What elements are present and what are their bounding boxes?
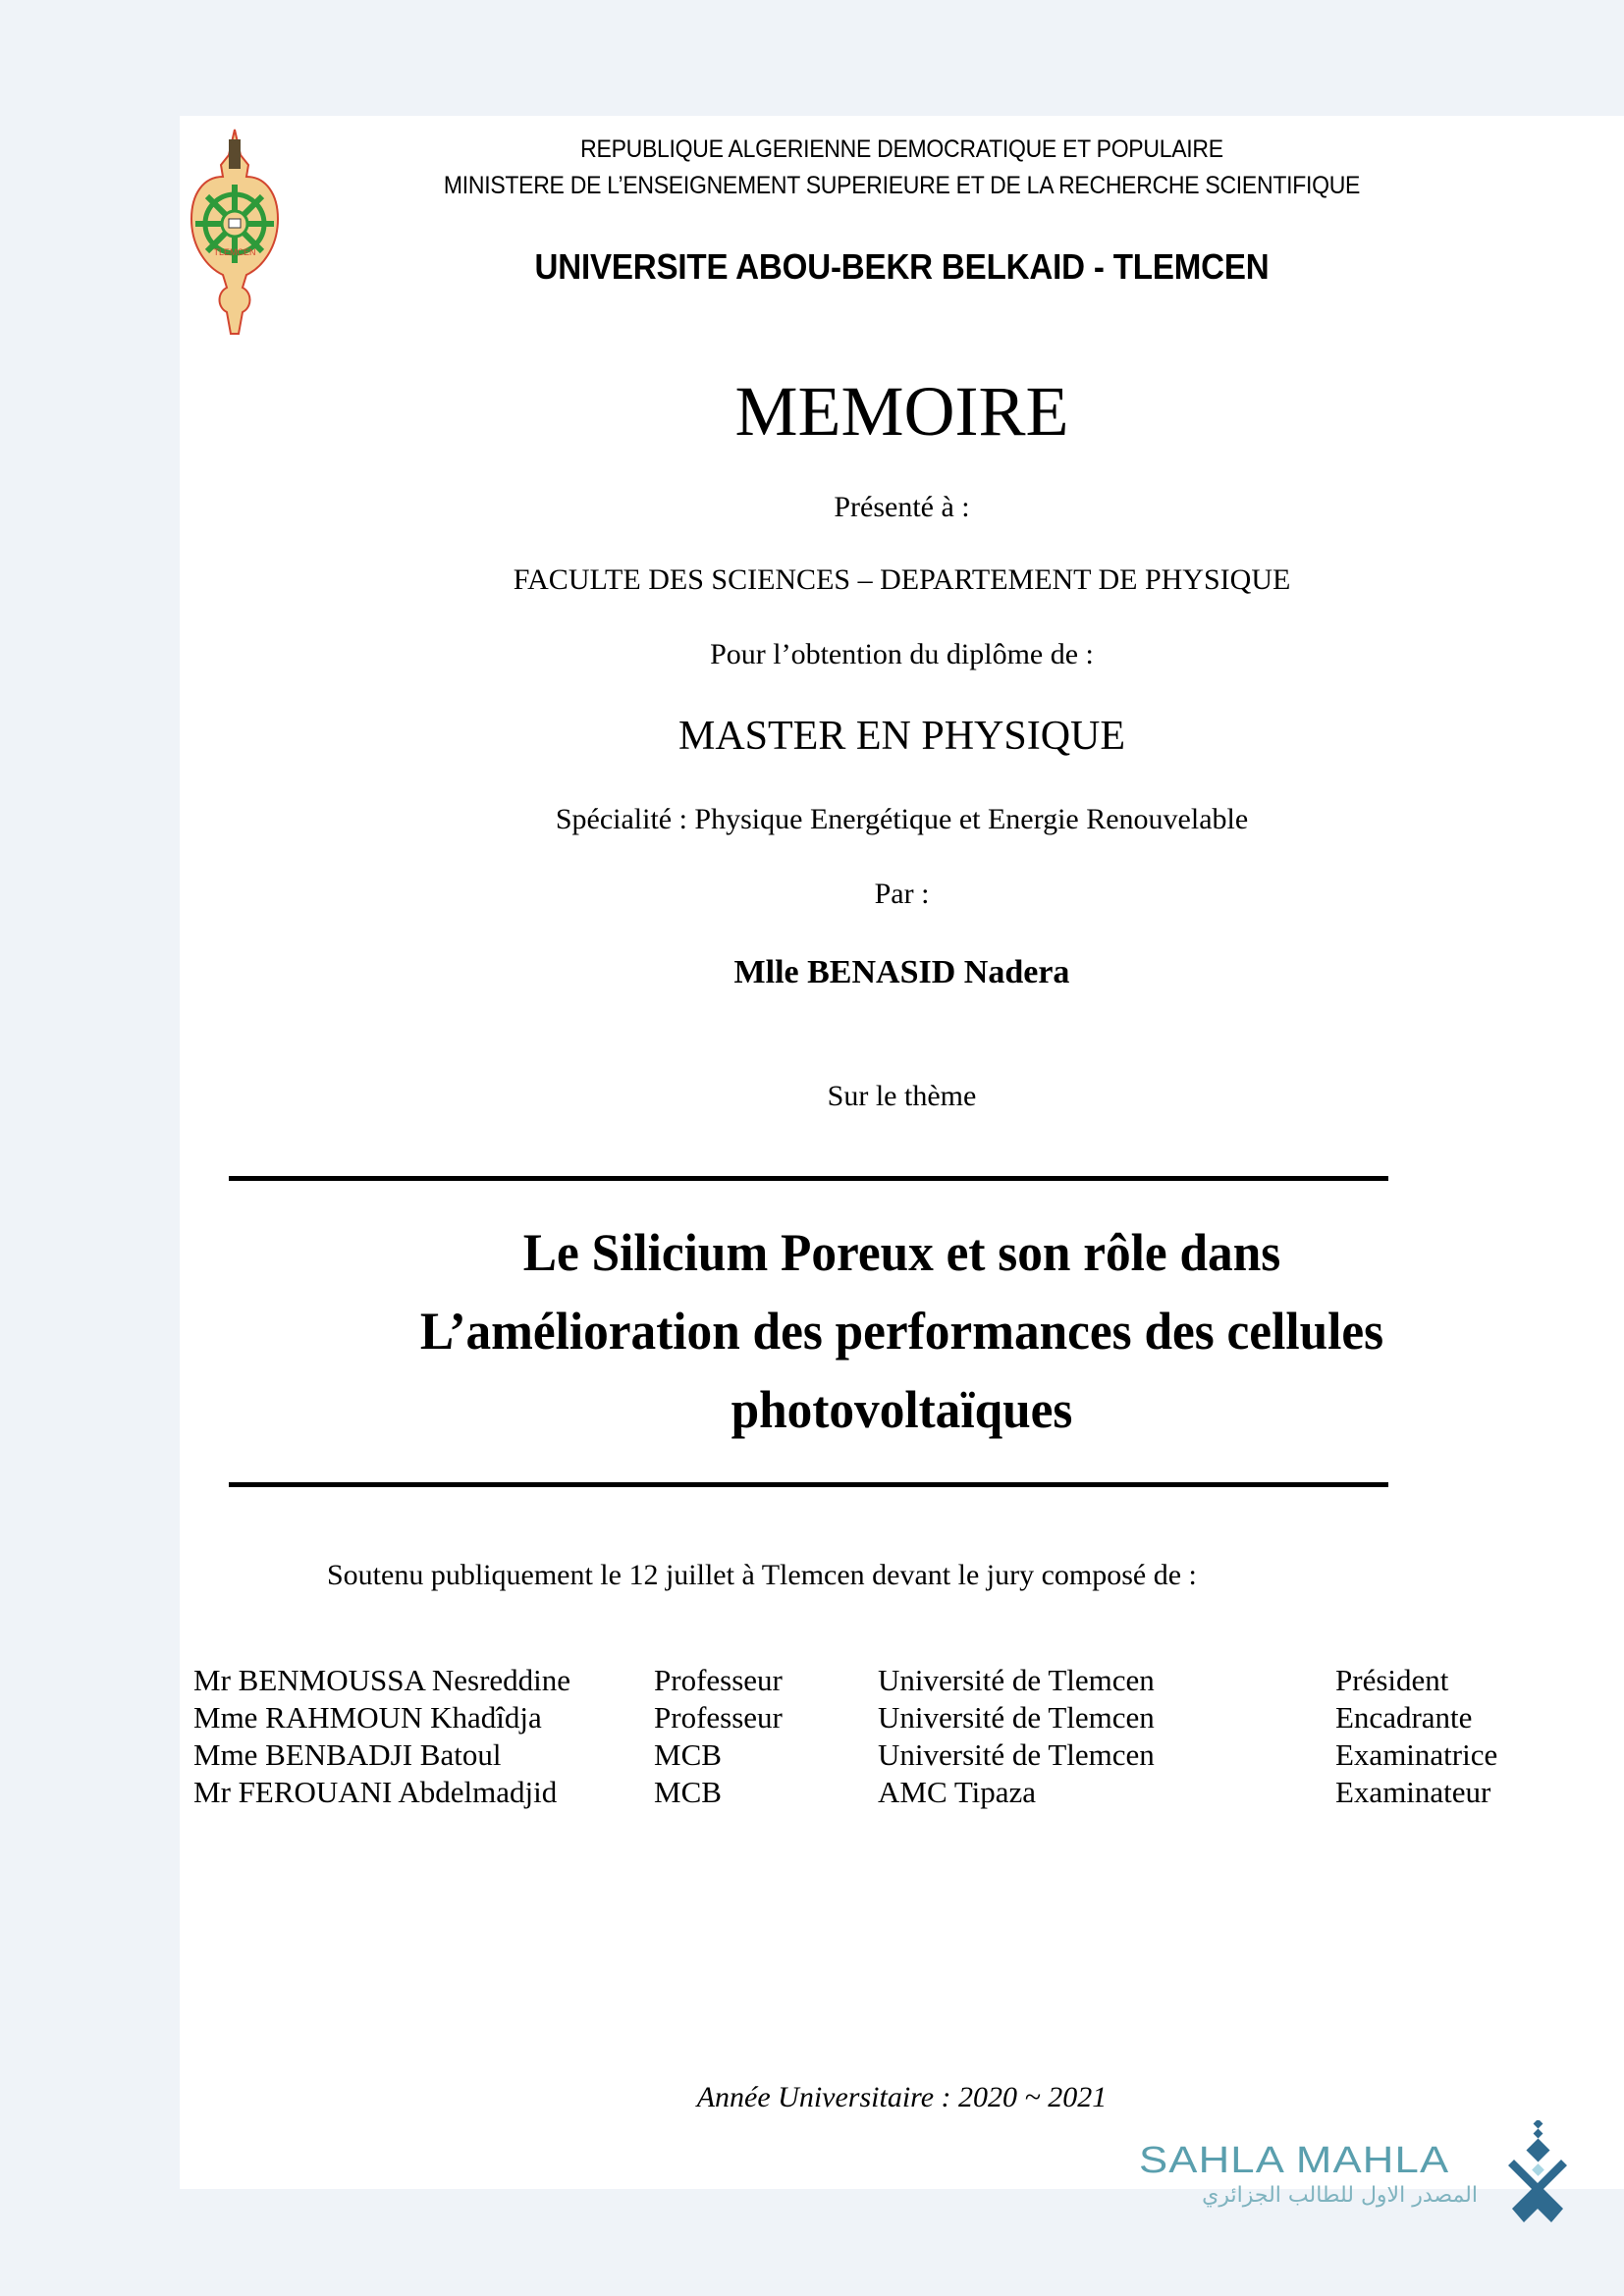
jury-institution: Université de Tlemcen — [878, 1663, 1155, 1697]
jury-role: Examinateur — [1335, 1775, 1491, 1809]
document-page — [180, 116, 1624, 2189]
jury-grade: Professeur — [654, 1663, 783, 1697]
diploma: MASTER EN PHYSIQUE — [677, 714, 1126, 759]
jury-row — [193, 1736, 1607, 1774]
jury-name: Mr FEROUANI Abdelmadjid — [193, 1775, 558, 1809]
university-name: UNIVERSITE ABOU-BEKR BELKAID - TLEMCEN — [534, 246, 1270, 287]
defense-intro: Soutenu publiquement le 12 juillet à Tlemcen devant le jury composé de : — [327, 1559, 1197, 1591]
jury-institution: Université de Tlemcen — [878, 1700, 1155, 1735]
faculty: FACULTE DES SCIENCES – DEPARTEMENT DE PHYSIQUE — [513, 563, 1291, 596]
jury-row — [193, 1774, 1607, 1811]
jury-grade: Professeur — [654, 1700, 783, 1735]
jury-row — [193, 1699, 1607, 1736]
jury-name: Mme RAHMOUN Khadîdja — [193, 1700, 542, 1735]
document-type: MEMOIRE — [734, 372, 1069, 451]
watermark-brand: SAHLA MAHLA — [1139, 2140, 1450, 2181]
thesis-title-line: photovoltaïques — [731, 1380, 1073, 1439]
diploma-label: Pour l’obtention du diplôme de : — [710, 638, 1094, 670]
specialty: Spécialité : Physique Energétique et Energie Renouvelable — [555, 803, 1249, 835]
ministry-header: MINISTERE DE L’ENSEIGNEMENT SUPERIEURE ET DE LA RECHERCHE SCIENTIFIQUE — [443, 172, 1361, 199]
jury-institution: Université de Tlemcen — [878, 1737, 1155, 1772]
jury-institution: AMC Tipaza — [878, 1775, 1037, 1809]
jury-grade: MCB — [654, 1775, 722, 1809]
title-rule-top — [229, 1176, 1388, 1181]
jury-role: Encadrante — [1335, 1700, 1473, 1735]
sahla-mahla-watermark — [1139, 2140, 1571, 2228]
author: Mlle BENASID Nadera — [733, 954, 1070, 990]
thesis-title — [216, 1213, 1588, 1449]
theme-label: Sur le thème — [827, 1080, 977, 1112]
republic-header: REPUBLIQUE ALGERIENNE DEMOCRATIQUE ET POPULAIRE — [580, 135, 1223, 163]
academic-year: Année Universitaire : 2020 ~ 2021 — [696, 2081, 1108, 2113]
presented-to-label: Présenté à : — [834, 491, 970, 523]
jury-row — [193, 1662, 1607, 1699]
svg-text:TLEMCEN: TLEMCEN — [213, 247, 256, 257]
title-rule-bottom — [229, 1482, 1388, 1487]
jury-grade: MCB — [654, 1737, 722, 1772]
jury-role: Examinatrice — [1335, 1737, 1498, 1772]
jury-table — [193, 1662, 1607, 1811]
thesis-title-line: Le Silicium Poreux et son rôle dans — [522, 1223, 1281, 1282]
jury-name: Mme BENBADJI Batoul — [193, 1737, 502, 1772]
jury-role: Président — [1335, 1663, 1449, 1697]
watermark-tagline: المصدر الاول للطالب الجزائري — [1202, 2183, 1478, 2208]
sahla-mahla-logo-icon — [1502, 2120, 1576, 2228]
by-label: Par : — [874, 878, 930, 910]
jury-name: Mr BENMOUSSA Nesreddine — [193, 1663, 571, 1697]
thesis-title-line: L’amélioration des performances des cellules — [419, 1302, 1384, 1361]
